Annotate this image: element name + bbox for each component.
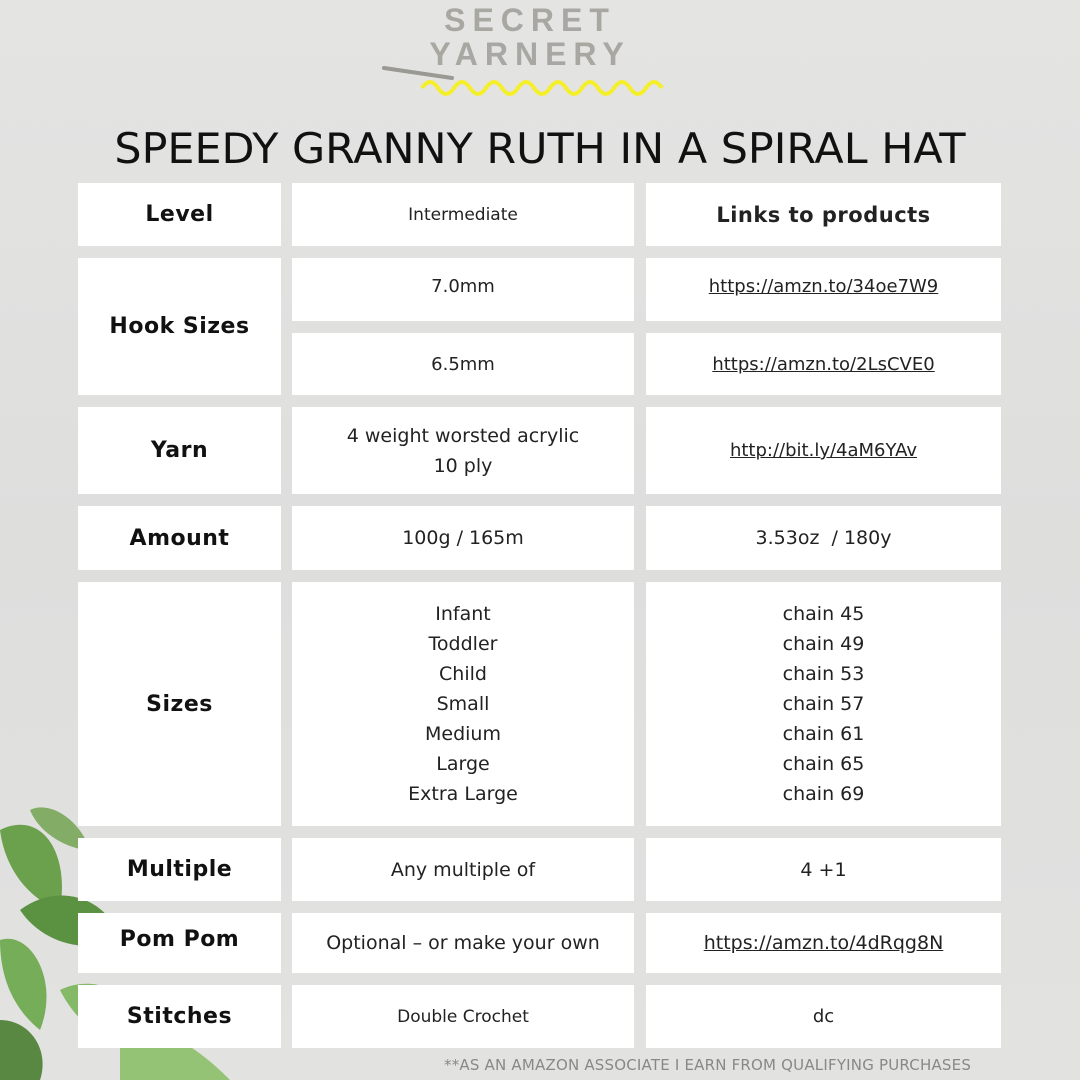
size-chain: chain 45 — [782, 603, 865, 625]
size-names — [292, 582, 634, 826]
size-name: Medium — [425, 723, 501, 745]
size-chain: chain 65 — [782, 753, 865, 775]
multiple-value: Any multiple of — [292, 838, 634, 901]
size-chain: chain 57 — [782, 693, 865, 715]
label-level: Level — [78, 183, 281, 246]
label-hook-sizes: Hook Sizes — [78, 258, 281, 395]
hook-link-2[interactable]: https://amzn.to/2LsCVE0 — [646, 333, 1001, 395]
label-sizes: Sizes — [78, 582, 281, 826]
label-amount: Amount — [78, 506, 281, 570]
hook-link-1[interactable]: https://amzn.to/34oe7W9 — [646, 258, 1001, 321]
hook-size-1: 7.0mm — [292, 258, 634, 321]
label-multiple: Multiple — [78, 838, 281, 901]
yarn-weight: 4 weight worsted acrylic — [346, 424, 580, 447]
crochet-hook-icon — [380, 60, 680, 96]
level-value: Intermediate — [292, 183, 634, 246]
size-chain: chain 61 — [782, 723, 865, 745]
yarn-ply: 10 ply — [433, 454, 493, 477]
yarn-link[interactable]: http://bit.ly/4aM6YAv — [646, 407, 1001, 494]
logo-line1: SECRET — [444, 2, 616, 38]
affiliate-disclaimer: **AS AN AMAZON ASSOCIATE I EARN FROM QUALIFYING PURCHASES — [444, 1056, 972, 1074]
logo-line2: YARNERY — [429, 36, 631, 72]
label-stitches: Stitches — [78, 985, 281, 1048]
size-chains — [646, 582, 1001, 826]
stitches-value: Double Crochet — [292, 985, 634, 1048]
page-title: SPEEDY GRANNY RUTH IN A SPIRAL HAT — [114, 124, 966, 173]
size-name: Large — [436, 753, 490, 775]
secret-yarnery-logo — [380, 0, 680, 100]
size-name: Infant — [435, 603, 491, 625]
hook-size-2: 6.5mm — [292, 333, 634, 395]
multiple-number: 4 +1 — [646, 838, 1001, 901]
pompom-value: Optional – or make your own — [292, 913, 634, 973]
size-chain: chain 53 — [782, 663, 865, 685]
size-name: Extra Large — [408, 783, 518, 805]
size-chain: chain 69 — [782, 783, 865, 805]
size-name: Toddler — [428, 633, 498, 655]
stitches-abbr: dc — [646, 985, 1001, 1048]
links-header: Links to products — [646, 183, 1001, 246]
amount-imperial: 3.53oz / 180y — [646, 506, 1001, 570]
size-name: Child — [439, 663, 487, 685]
yarn-value — [292, 407, 634, 494]
label-pom-pom: Pom Pom — [78, 913, 281, 973]
size-chain: chain 49 — [782, 633, 865, 655]
size-name: Small — [436, 693, 490, 715]
pompom-link[interactable]: https://amzn.to/4dRqg8N — [646, 913, 1001, 973]
label-yarn: Yarn — [78, 407, 281, 494]
amount-metric: 100g / 165m — [292, 506, 634, 570]
